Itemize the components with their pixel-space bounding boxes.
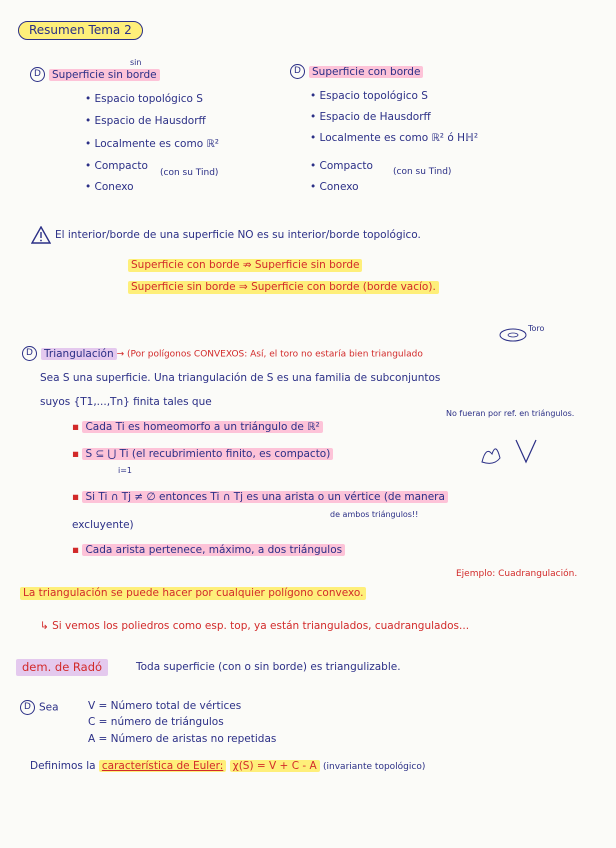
left-item: • Espacio de Hausdorff [85, 115, 206, 127]
bullet-marker: ▪ [72, 544, 80, 556]
torus-sketch-icon [498, 325, 528, 343]
right-title: Superficie con borde [309, 66, 423, 78]
euler-term: característica de Euler: [99, 760, 226, 772]
right-item: • Espacio de Hausdorff [310, 111, 431, 123]
triangulation-side-note: No fueran por ref. en triángulos. [446, 409, 575, 418]
euler-v-definition: V = Número total de vértices [88, 700, 242, 712]
left-compact-note: (con su Tind) [160, 168, 219, 178]
right-item: • Conexo [310, 181, 359, 193]
left-item: • Localmente es como ℝ² [85, 138, 219, 150]
triangulation-intro: → (Por polígonos CONVEXOS: Así, el toro no estaría bien triangulado [116, 349, 423, 360]
warning-line-2: Superficie sin borde ⇒ Superficie con borde (borde vacío). [128, 281, 439, 294]
euler-a-definition: A = Número de aristas no repetidas [88, 733, 277, 745]
bullet-marker: ▪ [72, 448, 80, 460]
left-heading [30, 67, 160, 82]
triangulation-bullet-continuation: excluyente) [72, 519, 134, 531]
triangulation-both-note: de ambos triángulos!! [330, 510, 419, 519]
euler-formula: χ(S) = V + C - A [230, 760, 320, 772]
euler-c-definition: C = número de triángulos [88, 716, 224, 728]
definition-marker: D [30, 67, 45, 82]
definition-marker: D [22, 346, 37, 361]
torus-note: Toro [528, 324, 545, 333]
euler-heading: D Sea [20, 700, 59, 715]
warning-text: El interior/borde de una superficie NO es su interior/borde topológico. [55, 229, 421, 241]
right-item: • Compacto [310, 160, 373, 172]
triangulation-definition-2: suyos {T1,...,Tn} finita tales que [40, 396, 212, 408]
page-title: Resumen Tema 2 [18, 21, 143, 40]
warning-icon [31, 226, 51, 244]
triangulation-definition-1: Sea S una superficie. Una triangulación de S es una familia de subconjuntos [40, 372, 441, 384]
triangulation-bullet: ▪ Cada Ti es homeomorfo a un triángulo de ℝ² [72, 421, 323, 434]
triangulation-title: Triangulación [41, 348, 117, 360]
left-item: • Espacio topológico S [85, 93, 203, 105]
triangulation-bullet: ▪ S ⊆ ⋃ Ti (el recubrimiento finito, es compacto) [72, 448, 333, 461]
left-item: • Conexo [85, 181, 134, 193]
rado-text: Toda superficie (con o sin borde) es triangulizable. [136, 661, 401, 673]
example-label: Ejemplo: Cuadrangulación. [456, 569, 578, 579]
left-title-superscript: sin [130, 58, 142, 67]
triangulation-heading [22, 346, 423, 362]
polyhedra-followup: ↳ Si vemos los poliedros como esp. top, ya están triangulados, cuadrangulados... [40, 620, 470, 632]
triangulation-bullet: ▪ Si Ti ∩ Tj ≠ ∅ entonces Ti ∩ Tj es una arista o un vértice (de manera [72, 491, 448, 504]
convex-polygon-line: La triangulación se puede hacer por cualquier polígono convexo. [20, 587, 366, 600]
union-index: i=1 [118, 466, 133, 475]
bullet-marker: ▪ [72, 491, 80, 503]
right-heading [290, 64, 423, 79]
bullet-marker: ▪ [72, 421, 80, 433]
warning-line-1: Superficie con borde ⇏ Superficie sin borde [128, 259, 362, 272]
definition-marker: D [290, 64, 305, 79]
left-item: • Compacto [85, 160, 148, 172]
triangulation-bullet: ▪ Cada arista pertenece, máximo, a dos triángulos [72, 544, 345, 557]
rado-label: dem. de Radó [16, 659, 108, 676]
triangle-sketches-icon [474, 432, 544, 472]
right-item: • Espacio topológico S [310, 90, 428, 102]
right-compact-note: (con su Tind) [393, 167, 452, 177]
right-item: • Localmente es como ℝ² ó Hℍ² [310, 132, 479, 144]
definition-marker: D [20, 700, 35, 715]
euler-suffix: (invariante topológico) [323, 762, 426, 772]
euler-definition-line: Definimos la característica de Euler: χ(S) = V + C - A (invariante topológico) [30, 760, 426, 772]
left-title: Superficie sin borde [49, 69, 160, 81]
